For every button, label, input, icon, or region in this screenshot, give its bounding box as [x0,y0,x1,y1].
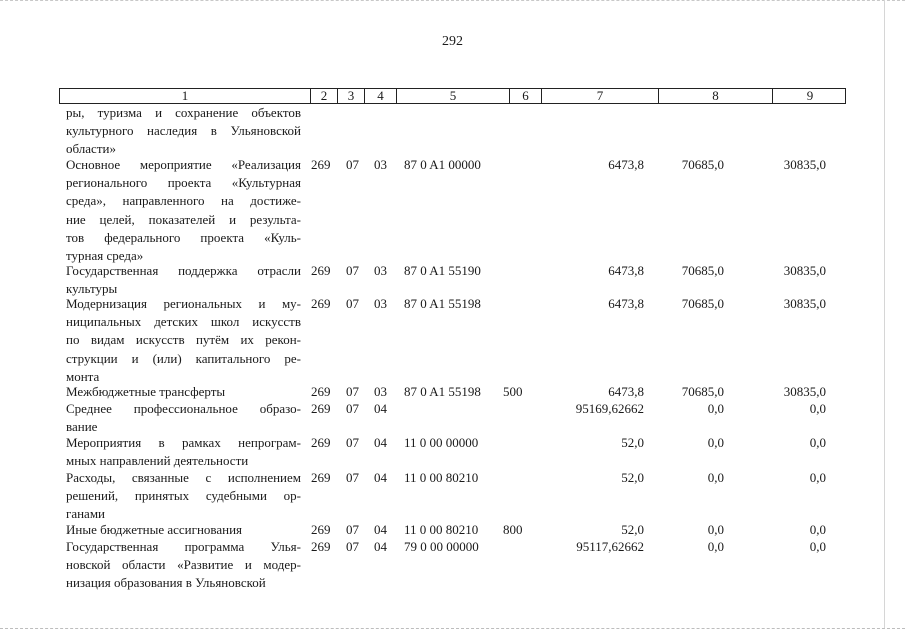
cell-target-article: 87 0 A1 00000 [404,157,481,172]
description-line: Модернизация региональных и му- [66,296,301,311]
description-line: решений, принятых судебными ор- [66,488,301,504]
row-description [66,295,301,386]
cell-amount-year-3: 0,0 [809,401,826,416]
description-line: ние целей, показателей и результа- [66,211,301,227]
column-header-8: 8 [658,89,772,103]
cell-section-code: 269 [311,263,331,278]
cell-subsection-code-2: 03 [374,263,387,278]
cell-subsection-code-2: 04 [374,539,387,554]
column-header-1: 1 [181,88,189,103]
cell-subsection-code: 07 [346,470,359,485]
cell-subsection-code-2: 03 [374,157,387,172]
table-row [0,104,905,159]
row-description [66,156,301,265]
table-row [0,400,905,436]
cell-expense-type: 800 [503,522,523,537]
description-line: Среднее профессиональное образо- [66,401,301,416]
cell-amount-year-3: 0,0 [809,539,826,554]
cell-expense-type: 500 [503,384,523,399]
row-description [66,104,301,159]
description-line: ганами [66,506,106,522]
description-line: турная среда» [66,247,144,263]
cell-subsection-code-2: 04 [374,470,387,485]
cell-amount-year-1: 52,0 [621,435,644,450]
table-row [0,469,905,524]
cell-amount-year-1: 6473,8 [608,296,644,311]
description-line: мных направлений деятельности [66,453,249,469]
description-line: низация образования в Ульяновской [66,575,266,591]
cell-target-article: 79 0 00 00000 [404,539,479,554]
cell-target-article: 11 0 00 80210 [404,470,479,485]
description-line: Государственная программа Улья- [66,539,301,554]
cell-section-code: 269 [311,384,331,399]
cell-amount-year-3: 30835,0 [783,263,826,278]
cell-amount-year-1: 6473,8 [608,384,644,399]
cell-amount-year-3: 30835,0 [783,157,826,172]
cell-section-code: 269 [311,435,331,450]
cell-amount-year-2: 0,0 [707,435,724,450]
page-edge-top [0,0,905,4]
description-line: культуры [66,281,118,297]
table-row [0,262,905,298]
description-line: ниципальных детских школ искусств [66,314,301,330]
cell-section-code: 269 [311,157,331,172]
description-line: среда», направленного на достиже- [66,193,301,209]
table-row [0,434,905,470]
row-description [66,521,301,539]
cell-amount-year-2: 0,0 [707,539,724,554]
description-line: тов федерального проекта «Куль- [66,229,301,245]
description-line: регионального проекта «Культурная [66,175,301,191]
description-line: Мероприятия в рамках непрограм- [66,435,301,450]
cell-section-code: 269 [311,296,331,311]
cell-amount-year-2: 70685,0 [681,157,724,172]
cell-amount-year-1: 95169,62662 [575,401,644,416]
row-description [66,262,301,298]
description-line: струкции и (или) капитального ре- [66,350,301,366]
cell-subsection-code: 07 [346,522,359,537]
column-header-5: 5 [396,89,509,103]
description-line: Государственная поддержка отрасли [66,263,301,278]
cell-amount-year-3: 30835,0 [783,384,826,399]
description-line: Межбюджетные трансферты [66,384,226,399]
cell-amount-year-2: 0,0 [707,522,724,537]
description-line: новской области «Развитие и модер- [66,557,301,573]
cell-amount-year-3: 0,0 [809,522,826,537]
cell-target-article: 11 0 00 00000 [404,435,479,450]
description-line: Расходы, связанные с исполнением [66,470,301,485]
cell-section-code: 269 [311,522,331,537]
cell-subsection-code: 07 [346,401,359,416]
page-edge-bottom [0,628,905,630]
cell-amount-year-1: 6473,8 [608,263,644,278]
description-line: области» [66,141,116,157]
cell-subsection-code: 07 [346,263,359,278]
description-line: ры, туризма и сохранение объектов [66,105,301,120]
page-number: 292 [442,34,463,49]
row-description [66,434,301,470]
cell-amount-year-1: 95117,62662 [576,539,644,554]
cell-amount-year-2: 70685,0 [681,263,724,278]
row-description [66,383,301,401]
table-row [0,383,905,401]
column-header-2: 2 [310,89,337,103]
cell-amount-year-3: 0,0 [809,435,826,450]
cell-amount-year-2: 70685,0 [681,296,724,311]
table-row [0,295,905,386]
cell-amount-year-1: 6473,8 [608,157,644,172]
cell-amount-year-1: 52,0 [621,470,644,485]
cell-target-article: 11 0 00 80210 [404,522,479,537]
row-description [66,469,301,524]
cell-amount-year-2: 0,0 [707,470,724,485]
cell-amount-year-3: 30835,0 [783,296,826,311]
cell-subsection-code: 07 [346,296,359,311]
row-description [66,400,301,436]
cell-subsection-code: 07 [346,435,359,450]
cell-subsection-code: 07 [346,157,359,172]
row-description [66,538,301,593]
column-header-9: 9 [772,89,847,103]
description-line: Иные бюджетные ассигнования [66,522,243,537]
table-row [0,521,905,539]
cell-subsection-code-2: 04 [374,522,387,537]
table-row [0,538,905,593]
cell-amount-year-2: 70685,0 [681,384,724,399]
description-line: культурного наследия в Ульяновской [66,123,301,139]
cell-subsection-code: 07 [346,384,359,399]
cell-subsection-code-2: 04 [374,435,387,450]
cell-section-code: 269 [311,539,331,554]
cell-amount-year-3: 0,0 [809,470,826,485]
cell-subsection-code-2: 03 [374,296,387,311]
column-header-3: 3 [337,89,364,103]
description-line: вание [66,419,98,435]
cell-amount-year-1: 52,0 [621,522,644,537]
column-header-6: 6 [509,89,541,103]
cell-amount-year-2: 0,0 [707,401,724,416]
cell-target-article: 87 0 A1 55198 [404,296,481,311]
column-header-4: 4 [364,89,396,103]
cell-subsection-code-2: 03 [374,384,387,399]
cell-subsection-code: 07 [346,539,359,554]
cell-target-article: 87 0 A1 55190 [404,263,481,278]
description-line: по видам искусств путём их рекон- [66,332,301,348]
description-line: монта [66,368,100,384]
table-header-row [59,88,846,104]
cell-section-code: 269 [311,470,331,485]
description-line: Основное мероприятие «Реализация [66,157,301,172]
column-header-7: 7 [541,89,658,103]
table-row [0,156,905,265]
cell-subsection-code-2: 04 [374,401,387,416]
cell-section-code: 269 [311,401,331,416]
cell-target-article: 87 0 A1 55198 [404,384,481,399]
